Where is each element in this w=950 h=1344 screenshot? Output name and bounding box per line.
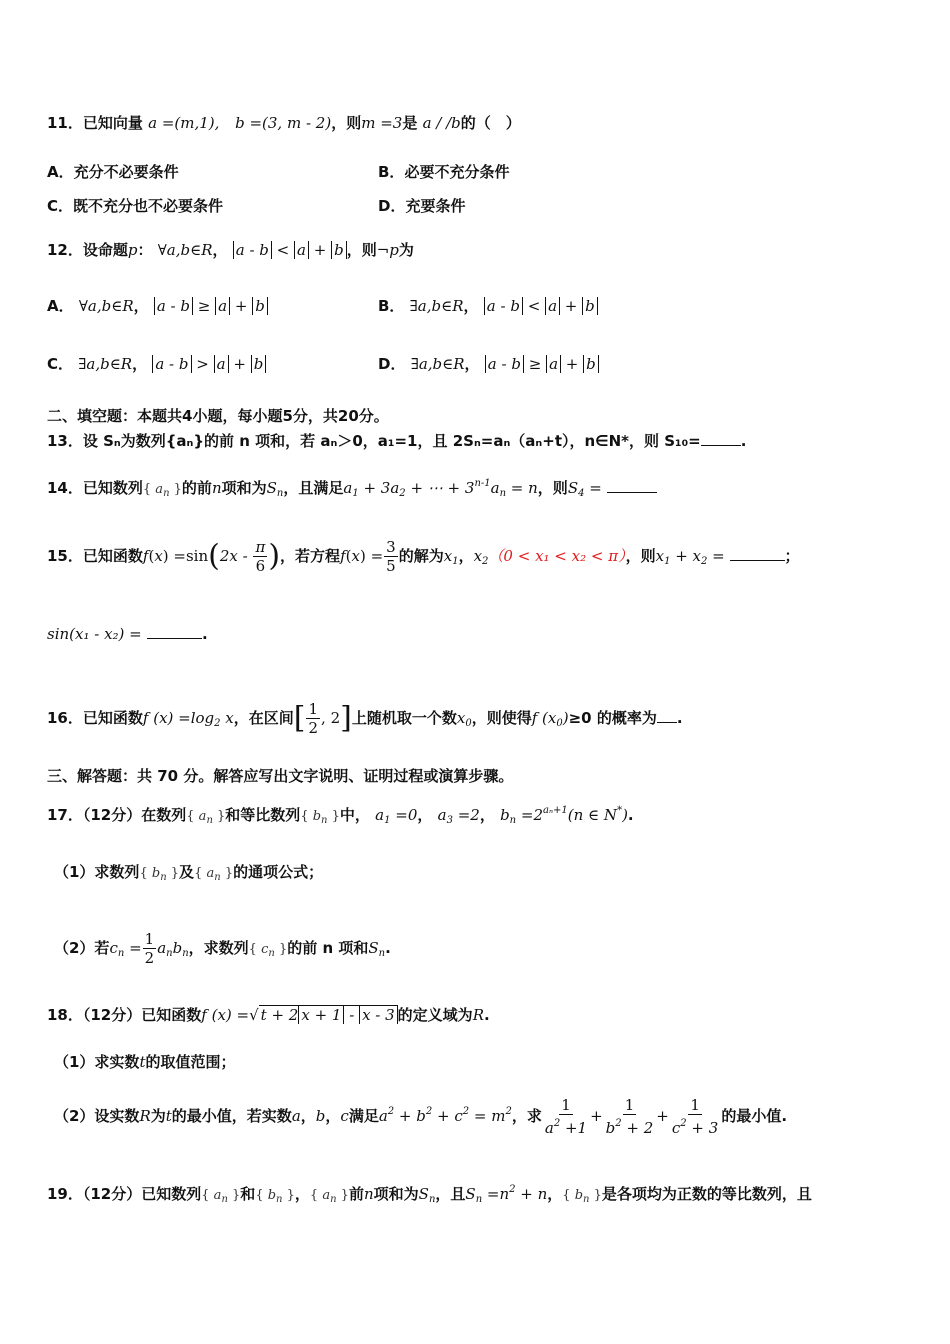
section-2-heading: 二、填空题：本题共4小题，每小题5分，共20分。 bbox=[47, 407, 389, 425]
q19: 19．（12分）已知数列{ $a_n$ }和{ $b_n$ }，{ $a_n$ }前n项和为$S_n$，且$S_n =n^2 + n$，{ $b_n$ }是各项均为正数的等比数列，且 bbox=[47, 1184, 812, 1205]
q11-option-c: C．既不充分也不必要条件 bbox=[47, 197, 224, 215]
q13: 13．设 Sₙ为数列{aₙ}的前 n 项和，若 aₙ＞0，a₁=1，且 2Sₙ=aₙ（aₙ+t），n∈N*，则 S₁₀= . bbox=[47, 432, 747, 450]
q18-part2: （2）设实数R为t的最小值，若实数a，b，c满足$a^2 + b^2 + c^2 = m^2$，求 $\frac{1}{a^2 +1}$ + $\frac{1}{b^2 + 2}$ + $\frac{1}{c^2 + 3}$ 的最小值. bbox=[54, 1096, 788, 1137]
q11-stem: 11．已知向量 a =(m,1), b =(3, m - 2)，则m =3是 a / /b的（ ） bbox=[47, 114, 521, 132]
q18: 18．（12分）已知函数f (x) =√ t + 2 x + 1 - x - 3 的定义域为R. bbox=[47, 1006, 490, 1024]
q16: 16．已知函数f $(x) =\log_2$ x，在区间[ $\frac{1}{2}$ , 2]上随机取一个数$x_0$，则使得f $(x_0)\ge 0$ 的概率为 . bbox=[47, 700, 683, 737]
q18-part1: （1）求实数t的取值范围； bbox=[54, 1053, 236, 1071]
q17-part2: （2）若$c_n$ = $\frac{1}{2}$ $a_nb_n$，求数列{ $c_n$ }的前 n 项和$S_n$. bbox=[54, 930, 391, 967]
q17-part1: （1）求数列{ $b_n$ }及{ $a_n$ }的通项公式； bbox=[54, 863, 324, 883]
q12-stem: 12．设命题p： ∀a,b∈R， a - b < a + b ，则¬p为 bbox=[47, 241, 414, 259]
q17: 17．（12分）在数列{ $a_n$ }和等比数列{ $b_n$ }中， $a_1 =0$， $a_3 =2$， $b_n =2^{a_n+1}(n$ ∈ N*). bbox=[47, 805, 634, 826]
q12-option-c: C． ∃a,b∈R， a - b > a + b bbox=[47, 354, 266, 374]
q11-option-b: B．必要不充分条件 bbox=[378, 163, 510, 181]
q15-line2: sin(x₁ - x₂) = . bbox=[47, 625, 208, 643]
vector-a: a =(m,1), bbox=[148, 114, 220, 132]
section-3-heading: 三、解答题：共 70 分。解答应写出文字说明、证明过程或演算步骤。 bbox=[47, 767, 514, 785]
q14: 14．已知数列{ $a_n$ }的前n项和为$S_n$，且满足$a_1 + 3a_2$ + ⋯ + $3^{n-1}a_n = n$，则$S_4$ = bbox=[47, 474, 657, 504]
q15: 15．已知函数f(x) =sin(2x - $\frac{\pi}{6}$ )，若方程f(x) = $\frac{3}{5}$ 的解为$x_1$，$x_2(0 < x_1 < x_2 < \pi)$，则$x_1 + x_2$ = ； bbox=[47, 538, 800, 575]
vector-b: b =(3, m - 2) bbox=[235, 114, 332, 132]
q11-option-d: D．充要条件 bbox=[378, 197, 466, 215]
q12-option-d: D． ∃a,b∈R， a - b ≥ a + b bbox=[378, 354, 599, 374]
q12-option-b: B． ∃a,b∈R， a - b < a + b bbox=[378, 296, 598, 316]
q11-option-a: A．充分不必要条件 bbox=[47, 163, 179, 181]
q12-option-a: A． ∀a,b∈R， a - b ≥ a + b bbox=[47, 296, 268, 316]
